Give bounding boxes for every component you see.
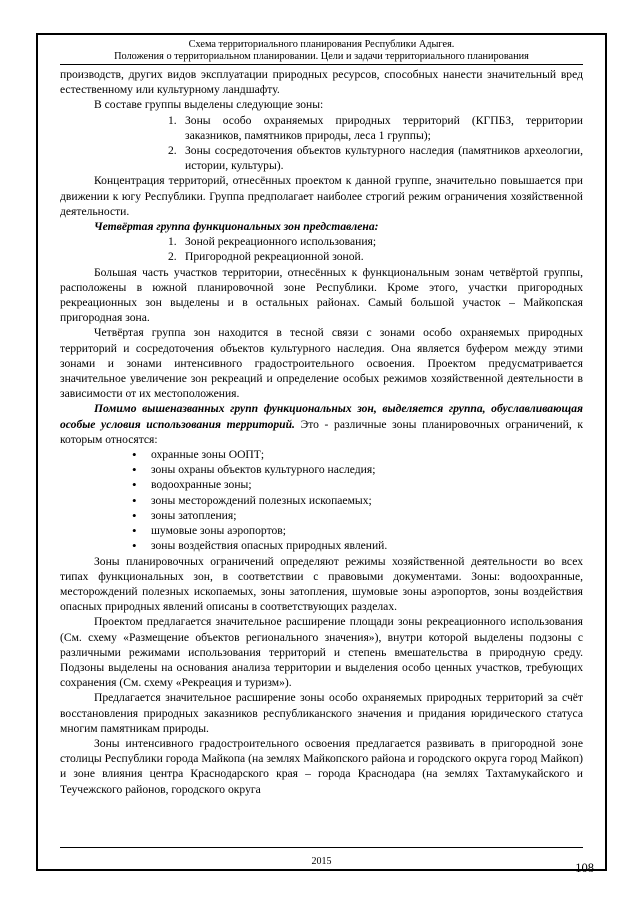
paragraph xyxy=(60,401,583,447)
list-number: 2. xyxy=(168,144,177,158)
list-item-text: зоны месторождений полезных ископаемых; xyxy=(151,493,372,507)
footer-rule xyxy=(60,847,583,848)
numbered-list xyxy=(60,113,583,174)
list-item-text: Зоной рекреационного использования; xyxy=(185,235,377,249)
bullet-icon: • xyxy=(132,462,137,478)
list-item xyxy=(168,143,583,173)
list-item-text: водоохранные зоны; xyxy=(151,478,252,492)
paragraph: Большая часть участков территории, отнесённых к функциональным зонам четвёртой группы, расположены в южной планировочной зоне Республики. Кроме этого, участки пригородных рекреационных зон выделены и в остальных районах. Самый большой участок – Майкопская пригородная зона. xyxy=(60,265,583,325)
paragraph: Предлагается значительное расширение зоны особо охраняемых природных территорий за счёт восстановления природных заказников республиканского значения и придания юридического статуса многим памятникам природы. xyxy=(60,691,583,735)
bullet-icon: • xyxy=(132,523,137,539)
list-item xyxy=(132,508,583,523)
paragraph: Зоны интенсивного градостроительного освоения предлагается развивать в пригородной зоне столицы Республики города Майкопа (на землях Майкопского района и городского округа город Майкоп) и зоне влияния центра Краснодарского края – города Краснодара (на землях Тахтамукайского и Теучежского районов, городского округа xyxy=(60,736,583,796)
page-frame xyxy=(36,33,607,871)
paragraph-text: Это - различные зоны планировочных ограничений, к которым относятся: xyxy=(60,417,583,446)
footer-year: 2015 xyxy=(311,856,332,867)
bullet-icon: • xyxy=(132,447,137,463)
bullet-icon: • xyxy=(132,492,137,508)
header-rule xyxy=(60,64,583,65)
list-item-text: Зоны особо охраняемых природных территорий (КГПБЗ, территории заказников, памятников природы, леса 1 группы); xyxy=(185,113,583,142)
list-item-text: охранные зоны ООПТ; xyxy=(151,448,265,462)
list-item xyxy=(168,249,583,264)
list-item-text: зоны воздействия опасных природных явлений. xyxy=(151,539,388,553)
list-number: 1. xyxy=(168,235,177,249)
page-number: 108 xyxy=(575,861,594,875)
list-number: 2. xyxy=(168,250,177,264)
list-item xyxy=(132,523,583,538)
list-item-text: зоны затопления; xyxy=(151,508,237,522)
section-heading: Четвёртая группа функциональных зон представлена: xyxy=(94,220,379,234)
header-title: Схема территориального планирования Республики Адыгея. xyxy=(188,39,455,50)
bullet-icon: • xyxy=(132,507,137,523)
list-item xyxy=(132,477,583,492)
list-item xyxy=(132,447,583,462)
paragraph: Проектом предлагается значительное расширение площади зоны рекреационного использования (См. схему «Размещение объектов регионального значения»), внутри которой выделены подзоны с различными режимами использования территорий и степень вмешательства в природную среду. Подзоны выделены на основания анализа территории и выделения особо ценных участков, требующих сохранения (См. схему «Рекреация и туризм»). xyxy=(60,615,583,690)
paragraph: В составе группы выделены следующие зоны: xyxy=(94,98,324,112)
numbered-list xyxy=(60,234,583,264)
bullet-icon: • xyxy=(132,477,137,493)
list-item xyxy=(132,493,583,508)
list-item-text: Пригородной рекреационной зоной. xyxy=(185,250,364,264)
list-item xyxy=(132,538,583,553)
list-number: 1. xyxy=(168,113,177,127)
bullet-icon: • xyxy=(132,538,137,554)
paragraph: производств, других видов эксплуатации природных ресурсов, способных нанести значительный вред естественному или культурному ландшафту. xyxy=(60,68,583,97)
list-item xyxy=(168,113,583,143)
bullet-list xyxy=(60,447,583,553)
emphasis-text: Помимо вышеназванных групп функциональных зон, выделяется группа, обуславливающая особые условия использования территорий. xyxy=(60,402,583,431)
document-body xyxy=(60,67,583,797)
paragraph: Зоны планировочных ограничений определяют режимы хозяйственной деятельности во всех типах функциональных зон, в соответствии с правовыми документами. Зоны: водоохранные, месторождений полезных ископаемых, зоны затопления, шумовые зоны аэропортов, зоны воздействия опасных природных явлений описаны в соответствующих разделах. xyxy=(60,554,583,614)
list-item-text: Зоны сосредоточения объектов культурного наследия (памятников археологии, истории, культуры). xyxy=(185,144,583,173)
paragraph: Четвёртая группа зон находится в тесной связи с зонами особо охраняемых природных территорий и сосредоточения объектов культурного наследия. Она является буфером между этими зонами и зонами интенсивного градостроительного освоения. Проектом предусматривается значительное увеличение зон рекреаций и определение особых режимов хозяйственной деятельности в зависимости от их местоположения. xyxy=(60,326,583,401)
paragraph: Концентрация территорий, отнесённых проектом к данной группе, значительно повышается при движении к югу Республики. Группа предполагает наиболее строгий режим ограничения хозяйственной деятельности. xyxy=(60,174,583,218)
list-item-text: шумовые зоны аэропортов; xyxy=(151,524,286,538)
list-item xyxy=(132,462,583,477)
page-header xyxy=(38,39,605,63)
list-item-text: зоны охраны объектов культурного наследия; xyxy=(151,463,376,477)
list-item xyxy=(168,234,583,249)
header-subtitle: Положения о территориальном планировании. Цели и задачи территориального планирования xyxy=(114,51,529,62)
